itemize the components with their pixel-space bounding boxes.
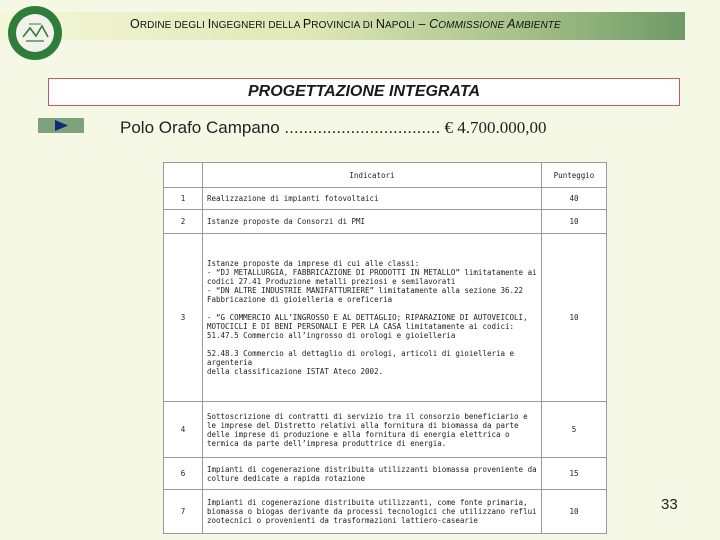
table-row bbox=[164, 458, 607, 490]
row-score: 10 bbox=[542, 234, 607, 402]
play-arrow-button[interactable] bbox=[38, 118, 84, 133]
project-name: Polo Orafo Campano bbox=[120, 118, 285, 137]
row-number: 1 bbox=[164, 188, 203, 210]
row-score: 15 bbox=[542, 458, 607, 490]
row-number: 2 bbox=[164, 210, 203, 234]
row-indicator: Istanze proposte da Consorzi di PMI bbox=[203, 210, 542, 234]
row-score: 10 bbox=[542, 210, 607, 234]
row-indicator: Impianti di cogenerazione distribuita utilizzanti, come fonte primaria, biomassa o biogas derivante da processi tecnologici che utilizzano reflui zootecnici o provenienti da trasformazioni lattiero-casearie bbox=[203, 489, 542, 533]
row-score: 40 bbox=[542, 188, 607, 210]
table-row bbox=[164, 401, 607, 457]
page-title: PROGETTAZIONE INTEGRATA bbox=[248, 83, 480, 100]
indicators-table bbox=[163, 162, 607, 534]
table-header-row bbox=[164, 163, 607, 188]
row-number: 6 bbox=[164, 458, 203, 490]
row-number: 3 bbox=[164, 234, 203, 402]
organization-header: ORDINE DEGLI INGEGNERI DELLA PROVINCIA DI NAPOLI – COMMISSIONE AMBIENTE bbox=[130, 17, 561, 31]
project-amount: € 4.700.000,00 bbox=[440, 118, 547, 137]
engineers-order-seal-icon bbox=[6, 4, 64, 62]
project-dots: ................................. bbox=[284, 118, 441, 137]
row-indicator: Istanze proposte da imprese di cui alle classi: - “DJ METALLURGIA, FABBRICAZIONE DI PRODOTTI IN METALLO” limitatamente ai codici 27.41 Produzione metalli preziosi e semilavorati - “DN ALTRE INDUSTRIE MANIFATTURIERE” limitatamente alla sezione 36.22 Fabbricazione di gioielleria e oreficeria - “G COMMERCIO ALL’INGROSSO E AL DETTAGLIO; RIPARAZIONE DI AUTOVEICOLI, MOTOCICLI E DI BENI PERSONALI E PER LA CASA limitatamente ai codici: 51.47.5 Commercio all’ingrosso di orologi e gioielleria 52.48.3 Commercio al dettaglio di orologi, articoli di gioielleria e argenteria della classificazione ISTAT Ateco 2002. bbox=[203, 234, 542, 402]
play-arrow-icon bbox=[38, 118, 84, 133]
row-indicator: Impianti di cogenerazione distribuita utilizzanti biomassa proveniente da colture dedicate a rapida rotazione bbox=[203, 458, 542, 490]
table-row bbox=[164, 489, 607, 533]
header-indicator: Indicatori bbox=[203, 163, 542, 188]
project-line bbox=[120, 118, 547, 138]
row-number: 7 bbox=[164, 489, 203, 533]
table-row bbox=[164, 210, 607, 234]
page-number: 33 bbox=[661, 496, 678, 513]
table-row bbox=[164, 188, 607, 210]
table-row bbox=[164, 234, 607, 402]
title-box bbox=[48, 78, 680, 106]
row-number: 4 bbox=[164, 401, 203, 457]
row-score: 10 bbox=[542, 489, 607, 533]
header-score: Punteggio bbox=[542, 163, 607, 188]
header-num-cell bbox=[164, 163, 203, 188]
row-indicator: Sottoscrizione di contratti di servizio tra il consorzio beneficiario e le imprese del Distretto relativi alla fornitura di biomassa da parte delle imprese di produzione e alla fornitura di energia elettrica o termica da parte dell’impresa produttrice di energia. bbox=[203, 401, 542, 457]
row-indicator: Realizzazione di impianti fotovoltaici bbox=[203, 188, 542, 210]
row-score: 5 bbox=[542, 401, 607, 457]
